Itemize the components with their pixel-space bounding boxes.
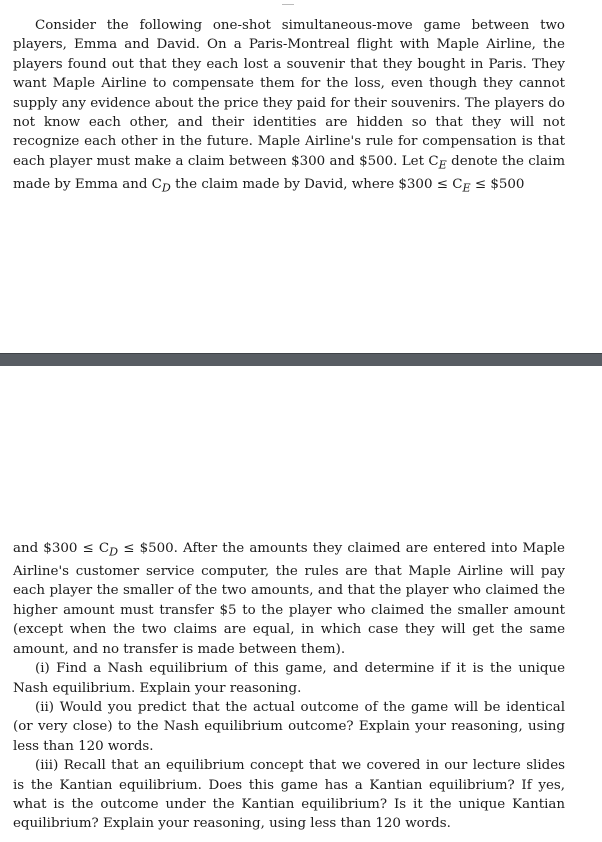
question-iii: (iii) Recall that an equilibrium concept that we covered in our lecture slides is the Kantian equilibrium. Does this game has a Kantian equilibrium? If yes, what is the outcome under the Kantian equilibrium? Is it the unique Kantian equilibrium? Explain your reasoning, using less than 120 words.	[13, 758, 565, 832]
paragraph-top	[13, 16, 565, 198]
question-ii: (ii) Would you predict that the actual outcome of the game will be identical (or very close) to the Nash equilibrium outcome? Explain your reasoning, using less than 120 words.	[13, 699, 565, 754]
paragraph-top-mid1: denote the claim made by Emma and C	[13, 153, 566, 192]
question-i: (i) Find a Nash equilibrium of this game, and determine if it is the unique Nash equilibrium. Explain your reasoning.	[13, 661, 565, 696]
paragraph-bottom-intro	[13, 539, 565, 659]
subscript-d-2: D	[109, 545, 119, 559]
paragraph-bottom	[13, 539, 565, 834]
paragraph-top-end: ≤ $500	[470, 176, 525, 192]
paragraph-top-text: Consider the following one-shot simultaneous-move game between two players, Emma and David. On a Paris-Montreal flight with Maple Airline, the players found out that they each lost a souvenir that they bought in Paris. They want Maple Airline to compensate them for the loss, even though they cannot supply any evidence about the price they paid for their souvenirs. The players do not know each other, and their identities are hidden so that they will not recognize each other in the future. Maple Airline's rule for compensation is that each player must make a claim between $300 and $500. Let C	[13, 18, 565, 169]
page-separator-bar	[0, 353, 602, 366]
subscript-d: D	[161, 181, 171, 195]
subscript-e: E	[438, 158, 447, 172]
subscript-e-2: E	[462, 181, 471, 195]
paragraph-bottom-start: and $300 ≤ C	[13, 541, 110, 556]
paragraph-top-mid2: the claim made by David, where $300 ≤ C	[170, 176, 463, 192]
top-mark	[282, 4, 294, 5]
paragraph-bottom-rest: ≤ $500. After the amounts they claimed are entered into Maple Airline's customer service computer, the rules are that Maple Airline will pay each player the smaller of the two amounts, and that the player who claimed the higher amount must transfer $5 to the player who claimed the smaller amount (except when the two claims are equal, in which case they will get the same amount, and no transfer is made between them).	[13, 541, 565, 657]
